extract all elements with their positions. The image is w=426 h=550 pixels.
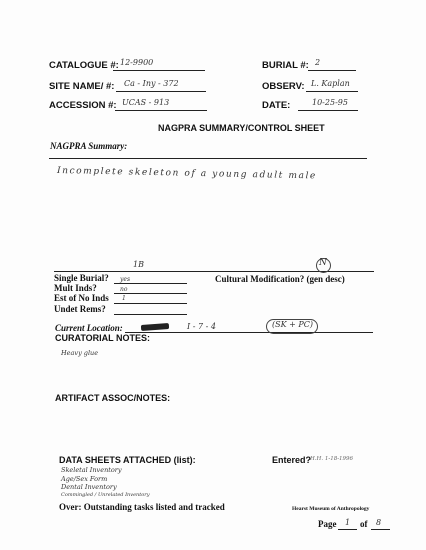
- list-item: Dental Inventory: [61, 483, 117, 491]
- page-current-line: [338, 529, 357, 530]
- catalogue-label: CATALOGUE #:: [49, 60, 119, 71]
- list-item: Commingled / Unrelated Inventory: [61, 491, 150, 498]
- mult-inds-label: Mult Inds?: [54, 283, 97, 293]
- burial-line: [308, 70, 356, 71]
- accession-value: UCAS - 913: [122, 98, 170, 107]
- entered-value: H.H. 1-18-1996: [310, 456, 354, 462]
- page-total-line: [371, 529, 390, 530]
- burial-label: BURIAL #:: [262, 60, 309, 71]
- page-label: Page: [318, 519, 337, 529]
- accession-line: [115, 110, 207, 111]
- date-value: 10-25-95: [312, 98, 348, 107]
- sheet-title: NAGPRA SUMMARY/CONTROL SHEET: [158, 123, 325, 133]
- location-value: I - 7 - 4: [187, 322, 216, 331]
- curatorial-text: Heavy glue: [61, 349, 99, 357]
- mult-inds-value: no: [120, 286, 128, 293]
- undet-rems-label: Undet Rems?: [54, 304, 106, 314]
- data-sheets-list: [61, 466, 150, 499]
- data-sheets-label: DATA SHEETS ATTACHED (list):: [59, 455, 196, 465]
- location-note: (SK + PC): [272, 320, 313, 329]
- location-label: Current Location:: [55, 323, 123, 333]
- entered-label: Entered?: [272, 455, 312, 465]
- site-label: SITE NAME/ #:: [49, 81, 115, 92]
- summary-label: NAGPRA Summary:: [50, 141, 128, 151]
- burial-value: 2: [315, 58, 321, 67]
- site-line: [116, 91, 206, 92]
- date-label: DATE:: [262, 100, 291, 111]
- undet-rems-line: [114, 314, 187, 315]
- list-item: Skeletal Inventory: [61, 466, 122, 474]
- date-line: [298, 110, 358, 111]
- single-burial-label: Single Burial?: [54, 273, 109, 283]
- single-burial-line: [114, 283, 187, 284]
- est-no-inds-label: Est of No Inds: [54, 293, 109, 303]
- curatorial-label: CURATORIAL NOTES:: [55, 333, 151, 343]
- cultural-mod-value: N: [319, 258, 327, 268]
- observ-value: L. Kaplan: [311, 79, 350, 88]
- page-current: 1: [345, 518, 351, 527]
- summary-line: [49, 158, 367, 159]
- redaction-mark: [141, 323, 169, 331]
- artifact-label: ARTIFACT ASSOC/NOTES:: [55, 393, 171, 403]
- site-value: Ca - Iny - 372: [124, 79, 179, 88]
- over-label: Over: Outstanding tasks listed and tracked: [59, 502, 225, 512]
- list-item: Age/Sex Form: [61, 474, 108, 483]
- observ-line: [306, 91, 358, 92]
- est-no-inds-value: 1: [122, 295, 126, 302]
- page-of-label: of: [360, 519, 368, 529]
- est-no-inds-line: [114, 303, 187, 304]
- catalogue-line: [113, 70, 205, 71]
- accession-label: ACCESSION #:: [49, 100, 117, 111]
- cultural-mod-label: Cultural Modification? (gen desc): [215, 274, 345, 284]
- mult-inds-line: [114, 293, 187, 294]
- summary-text: Incomplete skeleton of a young adult male: [56, 166, 318, 182]
- single-burial-value: yes: [120, 276, 131, 283]
- count-note: 1B: [133, 260, 144, 269]
- observ-label: OBSERV:: [262, 81, 305, 92]
- location-line: [125, 332, 373, 333]
- catalogue-value: 12-9900: [120, 58, 154, 67]
- museum-name: Hearst Museum of Anthropology: [292, 506, 370, 512]
- page-total: 8: [376, 518, 382, 527]
